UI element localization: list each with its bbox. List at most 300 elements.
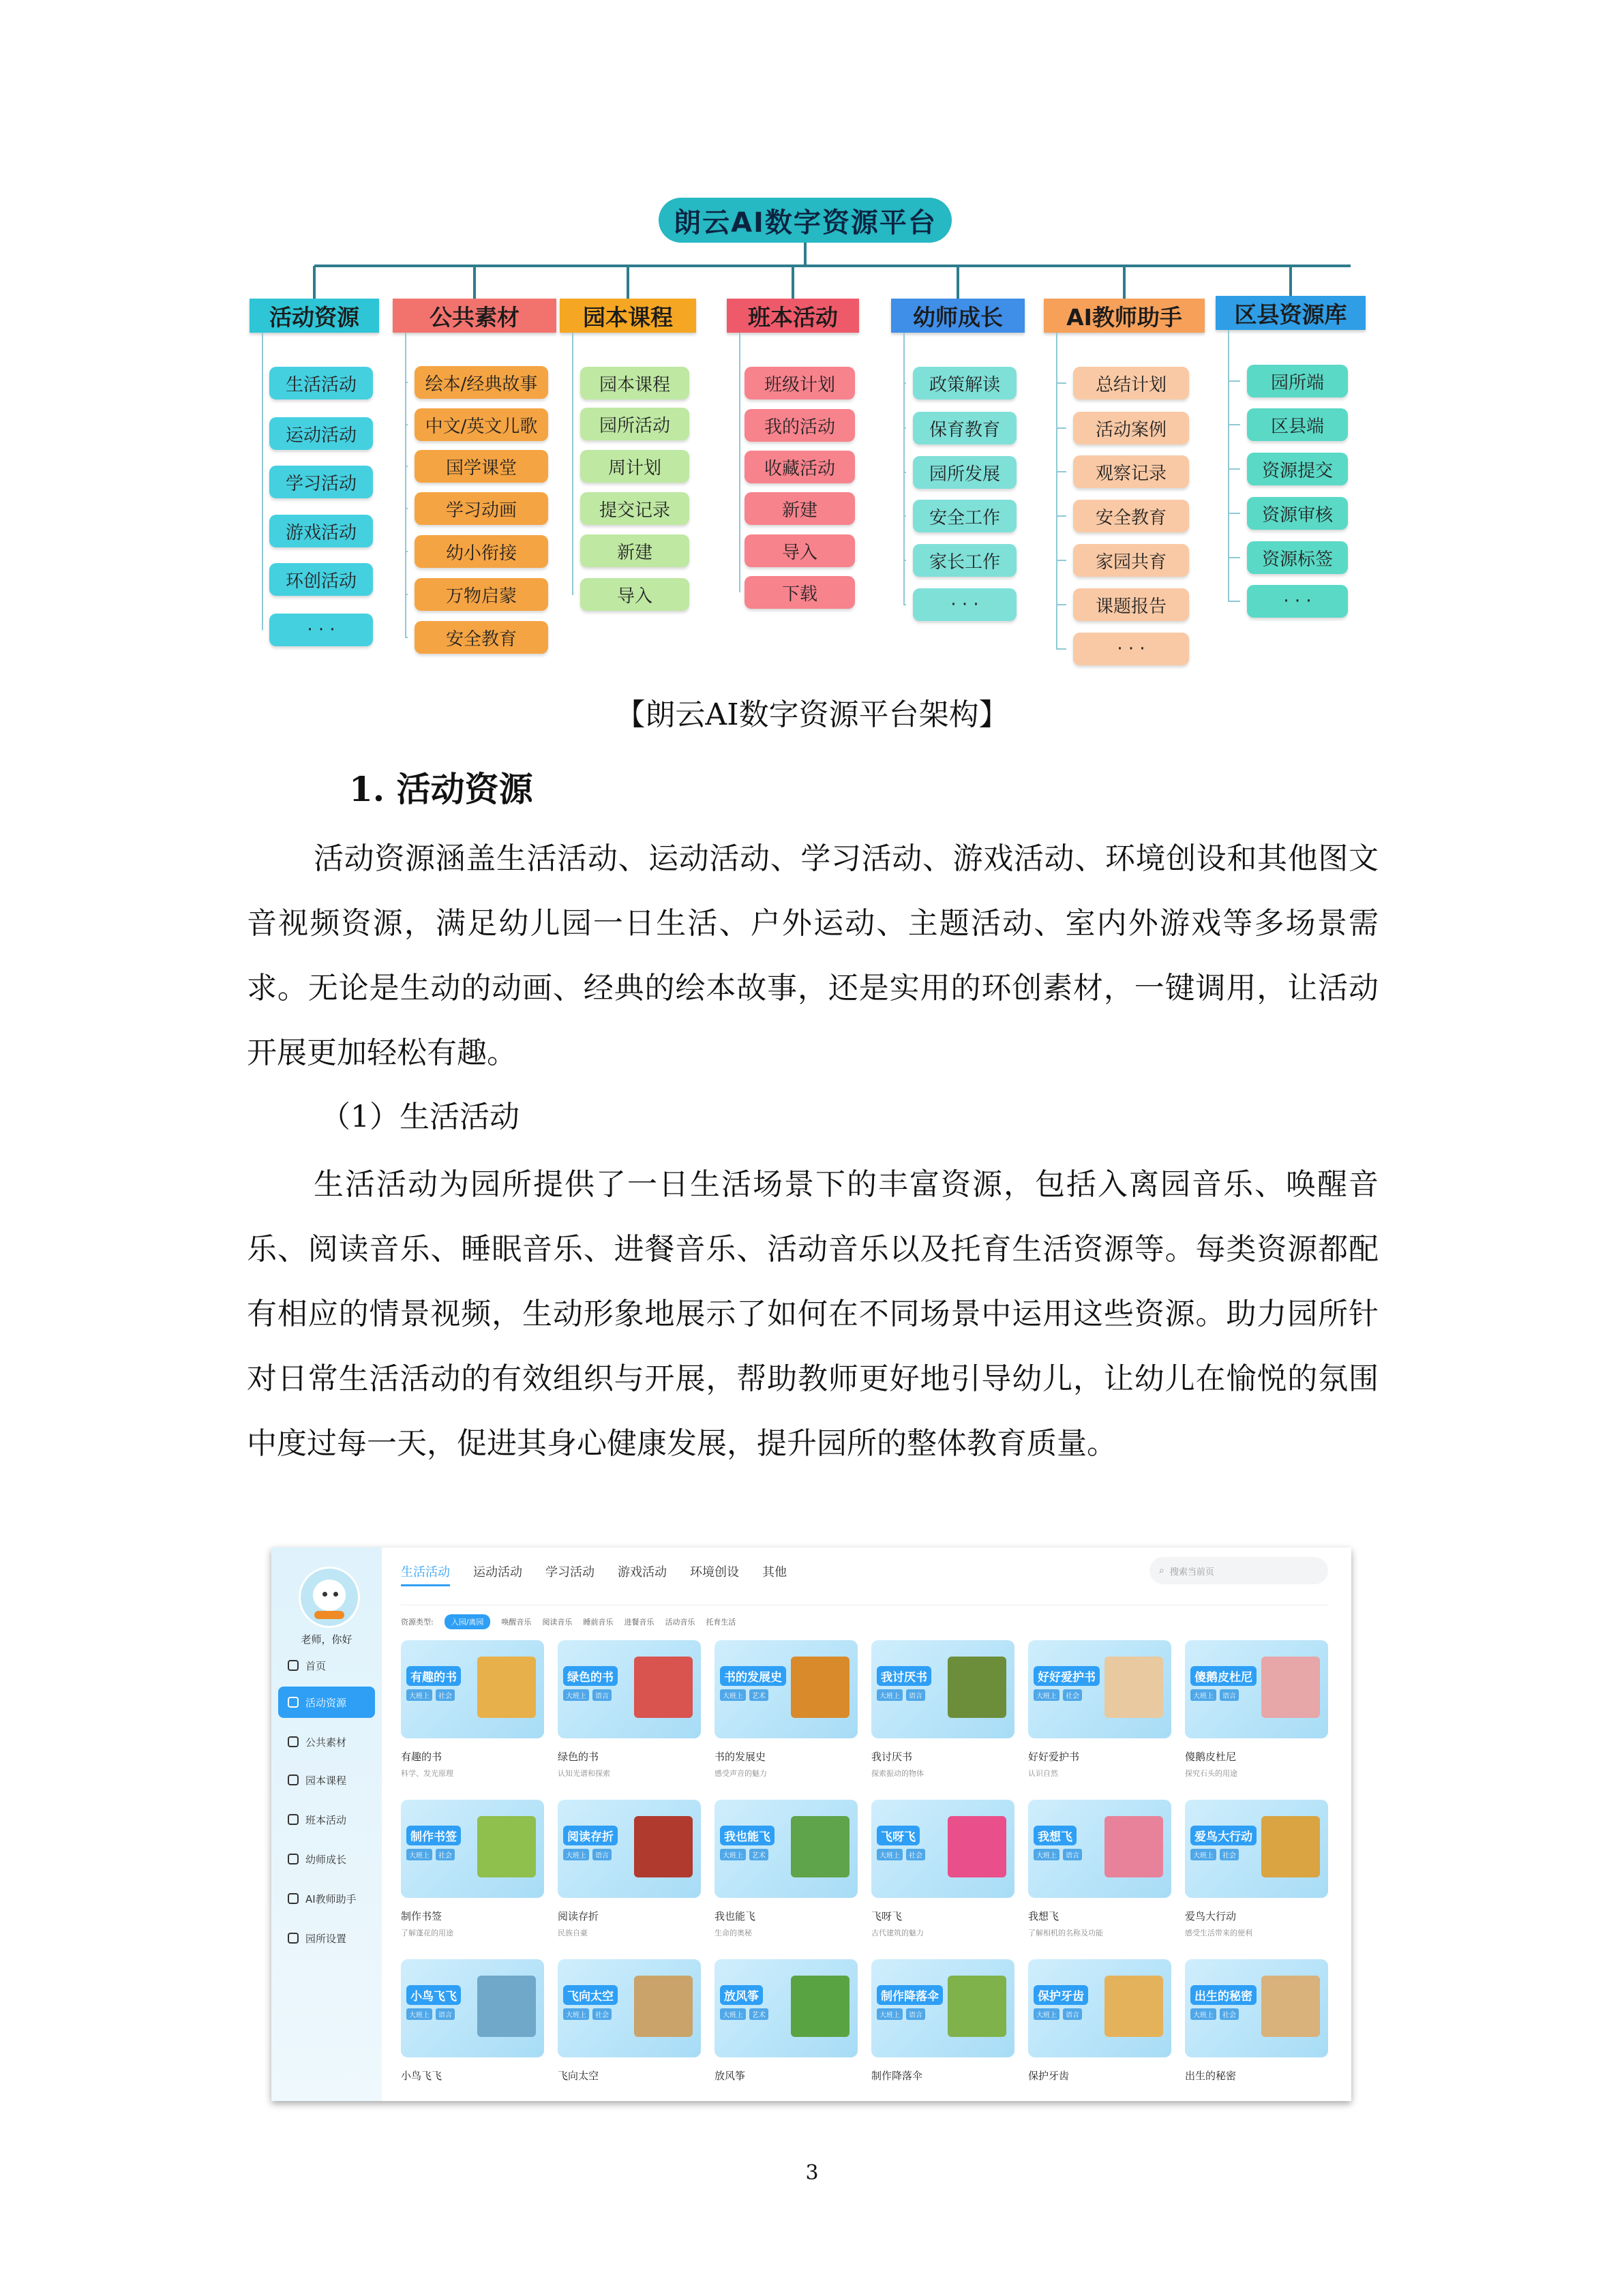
nav-icon <box>288 1933 299 1944</box>
diagram-child-node: 资源标签 <box>1247 541 1348 574</box>
diagram-child-node: 我的活动 <box>745 409 855 442</box>
nav-label: 首页 <box>305 1659 327 1672</box>
card-tag: 大班上 <box>720 1849 746 1860</box>
card-thumbnail <box>1028 1959 1171 2057</box>
card-tag: 大班上 <box>1190 1849 1216 1860</box>
diagram-child-node: 区县端 <box>1247 408 1348 441</box>
nav-icon <box>288 1774 299 1785</box>
search-input[interactable] <box>1149 1557 1328 1584</box>
diagram-column-head: 班本活动 <box>727 299 859 333</box>
card-title: 制作降落伞 <box>871 2070 923 2082</box>
card-tag: 语言 <box>1063 1849 1082 1860</box>
diagram-branch-tick <box>903 382 906 384</box>
nav-label: 班本活动 <box>305 1813 347 1826</box>
card-tags <box>1190 1849 1239 1860</box>
card-thumbnail <box>558 1800 701 1898</box>
category-tab[interactable]: 生活活动 <box>401 1562 450 1586</box>
card-title: 放风筝 <box>715 2070 746 2082</box>
card-thumb-title: 出生的秘密 <box>1190 1985 1257 2005</box>
card-thumb-title: 绿色的书 <box>563 1666 618 1686</box>
section-title: 1. 活动资源 <box>349 769 533 809</box>
diagram-branch-tick <box>572 550 573 552</box>
card-title: 有趣的书 <box>401 1751 442 1763</box>
resource-card[interactable] <box>401 1959 544 2087</box>
card-tag: 社会 <box>592 2008 612 2020</box>
card-title: 小鸟飞飞 <box>401 2070 442 2082</box>
card-description: 科学、发光原理 <box>401 1769 453 1778</box>
diagram-child-node: · · · <box>913 588 1017 621</box>
card-tag: 艺术 <box>749 1849 768 1860</box>
card-tag: 大班上 <box>1190 1689 1216 1701</box>
card-thumbnail <box>1185 1640 1328 1738</box>
card-tag: 大班上 <box>1190 2008 1216 2020</box>
diagram-branch-tick <box>903 427 906 429</box>
card-description: 感受生活带来的便利 <box>1185 1929 1252 1937</box>
card-title: 飞向太空 <box>558 2070 599 2082</box>
resource-card[interactable] <box>871 1640 1014 1779</box>
filter-label: 资源类型: <box>401 1618 434 1627</box>
diagram-child-node: 政策解读 <box>913 367 1017 399</box>
diagram-column-head: AI教师助手 <box>1044 299 1205 333</box>
card-thumbnail <box>1028 1800 1171 1898</box>
card-thumbnail <box>558 1959 701 2057</box>
paragraph-1: 活动资源涵盖生活活动、运动活动、学习活动、游戏活动、环境创设和其他图文音视频资源，满足幼儿园一日生活、户外运动、主题活动、室内外游戏等多场景需求。无论是生动的动画、经典的绘本故事，还是实用的环创素材，一键调用，让活动开展更加轻松有趣。 <box>247 841 1379 1070</box>
card-title: 飞呀飞 <box>871 1910 903 1922</box>
diagram-branch-tick <box>903 560 906 561</box>
card-thumbnail <box>558 1640 701 1738</box>
card-thumb-title: 爱鸟大行动 <box>1190 1826 1257 1845</box>
nav-label: AI教师助手 <box>305 1892 357 1905</box>
diagram-column-stem <box>473 266 476 299</box>
card-tags <box>720 1849 768 1860</box>
diagram-column-head: 公共素材 <box>393 299 556 333</box>
diagram-child-node: · · · <box>1073 633 1189 665</box>
resource-card[interactable] <box>715 1640 858 1779</box>
diagram-branch-tick <box>1228 557 1240 558</box>
diagram-column-head: 活动资源 <box>250 299 379 333</box>
diagram-child-node: 资源提交 <box>1247 453 1348 485</box>
resource-card[interactable] <box>715 1959 858 2087</box>
card-title: 保护牙齿 <box>1028 2070 1070 2082</box>
diagram-branch-tick <box>903 515 906 517</box>
card-tags <box>406 1689 455 1701</box>
sidebar-nav-item[interactable] <box>278 1883 375 1914</box>
diagram-branch-tick <box>405 466 408 467</box>
card-photo <box>634 1816 693 1877</box>
card-title: 好好爱护书 <box>1028 1751 1080 1763</box>
card-tag: 语言 <box>1220 1689 1239 1701</box>
card-tags <box>877 1849 925 1860</box>
diagram-child-node: · · · <box>1247 585 1348 618</box>
diagram-column-stem <box>792 266 794 299</box>
card-photo <box>1261 1816 1320 1877</box>
diagram-branch-tick <box>1228 468 1240 470</box>
card-thumb-title: 我讨厌书 <box>877 1666 931 1686</box>
resource-card[interactable] <box>401 1800 544 1938</box>
sidebar-nav-item[interactable] <box>278 1687 375 1718</box>
diagram-child-node: 活动案例 <box>1073 412 1189 444</box>
card-description: 了解蓬花的用途 <box>401 1929 453 1937</box>
platform-architecture-diagram <box>0 0 1624 682</box>
card-title: 出生的秘密 <box>1185 2070 1237 2082</box>
card-thumb-title: 好好爱护书 <box>1034 1666 1100 1686</box>
card-description: 感受声音的魅力 <box>715 1769 767 1778</box>
card-photo <box>1104 1816 1163 1877</box>
card-title: 我也能飞 <box>715 1910 756 1922</box>
sidebar-nav-item[interactable] <box>278 1726 375 1757</box>
card-title: 傻鹅皮杜尼 <box>1185 1751 1237 1763</box>
diagram-child-node: 下载 <box>745 576 855 609</box>
card-title: 绿色的书 <box>558 1751 599 1763</box>
diagram-root-stem <box>804 243 807 266</box>
card-thumb-title: 傻鹅皮杜尼 <box>1190 1666 1257 1686</box>
card-tag: 社会 <box>436 1849 455 1860</box>
diagram-connector-bar <box>314 265 1351 267</box>
diagram-child-node: 中文/英文儿歌 <box>415 408 548 441</box>
card-thumb-title: 书的发展史 <box>720 1666 786 1686</box>
sidebar-nav-item[interactable] <box>278 1764 375 1796</box>
diagram-child-node: 园本课程 <box>580 367 689 399</box>
card-tag: 大班上 <box>1034 1849 1059 1860</box>
diagram-branch-tick <box>1228 513 1240 514</box>
card-tag: 大班上 <box>877 1849 903 1860</box>
card-tag: 艺术 <box>749 1689 768 1701</box>
resource-card[interactable] <box>1185 1800 1328 1938</box>
diagram-branch-tick <box>405 637 408 638</box>
card-thumbnail <box>871 1800 1014 1898</box>
diagram-branch-tick <box>903 472 906 473</box>
diagram-child-node: 新建 <box>745 492 855 525</box>
card-title: 我想飞 <box>1028 1910 1059 1922</box>
card-tags <box>877 1689 925 1701</box>
card-tag: 社会 <box>906 1849 925 1860</box>
card-tag: 大班上 <box>406 1689 432 1701</box>
nav-label: 园本课程 <box>305 1774 347 1787</box>
paragraph-2: 生活活动为园所提供了一日生活场景下的丰富资源，包括入离园音乐、唤醒音乐、阅读音乐、睡眠音乐、进餐音乐、活动音乐以及托育生活资源等。每类资源都配有相应的情景视频，生动形象地展示了如何在不同场景中运用这些资源。助力园所针对日常生活活动的有效组织与开展，帮助教师更好地引导幼儿，让幼儿在愉悦的氛围中度过每一天，促进其身心健康发展，提升园所的整体教育质量。 <box>247 1167 1379 1461</box>
diagram-child-node: 周计划 <box>580 450 689 483</box>
card-tag: 大班上 <box>406 1849 432 1860</box>
diagram-branch-tick <box>1056 648 1066 650</box>
filter-chip[interactable]: 唤醒音乐 <box>501 1618 532 1627</box>
card-tags <box>877 2008 925 2020</box>
card-description: 古代建筑的魅力 <box>871 1929 924 1937</box>
card-thumb-title: 我也能飞 <box>720 1826 775 1845</box>
card-thumbnail <box>715 1800 858 1898</box>
category-tabs <box>401 1562 787 1586</box>
diagram-child-node: 绘本/经典故事 <box>415 366 548 399</box>
diagram-child-node: 总结计划 <box>1073 367 1189 399</box>
resource-filters <box>401 1614 736 1629</box>
card-photo <box>477 1976 536 2037</box>
card-tag: 语言 <box>906 2008 925 2020</box>
resource-card[interactable] <box>1185 1640 1328 1779</box>
card-tags <box>563 1849 612 1860</box>
diagram-branch-tick <box>1056 382 1066 384</box>
diagram-branch-tick <box>572 466 573 467</box>
diagram-branch-tick <box>405 594 408 595</box>
diagram-branch-tick <box>572 594 573 595</box>
diagram-child-node: 学习活动 <box>269 466 373 498</box>
diagram-branch-tick <box>405 424 408 425</box>
diagram-branch-tick <box>1228 380 1240 382</box>
card-tags <box>1034 1689 1082 1701</box>
diagram-column-stem <box>313 266 316 299</box>
diagram-column-stem <box>1123 266 1126 299</box>
card-thumb-title: 飞向太空 <box>563 1985 618 2005</box>
card-photo <box>1104 1976 1163 2037</box>
sidebar-nav-item[interactable] <box>278 1650 375 1681</box>
diagram-branch-tick <box>1056 560 1066 561</box>
nav-icon <box>288 1660 299 1671</box>
diagram-branch-tick <box>1056 604 1066 605</box>
diagram-branch-tick <box>1056 515 1066 517</box>
diagram-child-node: 资源审核 <box>1247 497 1348 530</box>
diagram-branch-tick <box>1228 601 1240 602</box>
diagram-child-node: 园所发展 <box>913 456 1017 489</box>
card-thumbnail <box>1185 1959 1328 2057</box>
diagram-child-node: 园所活动 <box>580 408 689 440</box>
card-tag: 大班上 <box>877 1689 903 1701</box>
card-photo <box>634 1657 693 1718</box>
sidebar-nav-item[interactable] <box>278 1804 375 1835</box>
card-tag: 语言 <box>906 1689 925 1701</box>
resource-card[interactable] <box>715 1800 858 1938</box>
diagram-child-node: 生活活动 <box>269 367 373 399</box>
filter-chip[interactable]: 阅读音乐 <box>542 1618 573 1627</box>
diagram-branch-tick <box>405 508 408 509</box>
card-description: 民族自豪 <box>558 1929 588 1937</box>
app-screenshot <box>271 1547 1351 2101</box>
card-tag: 语言 <box>592 1849 612 1860</box>
subsection-title: （1）生活活动 <box>320 1100 520 1134</box>
diagram-branch-line <box>903 333 905 605</box>
card-thumbnail <box>401 1640 544 1738</box>
diagram-root-node: 朗云AI数字资源平台 <box>659 198 952 243</box>
card-thumbnail <box>871 1640 1014 1738</box>
card-thumb-title: 阅读存折 <box>563 1826 618 1845</box>
diagram-child-node: 学习动画 <box>415 492 548 525</box>
resource-card[interactable] <box>1028 1640 1171 1779</box>
card-tags <box>563 1689 612 1701</box>
card-description: 认识自然 <box>1028 1769 1058 1778</box>
diagram-column-head: 区县资源库 <box>1216 296 1366 330</box>
diagram-column-head: 幼师成长 <box>891 299 1025 333</box>
filter-chip[interactable]: 活动音乐 <box>665 1618 695 1627</box>
diagram-branch-tick <box>572 423 573 425</box>
card-tag: 大班上 <box>563 2008 589 2020</box>
card-tag: 社会 <box>1063 1689 1082 1701</box>
sidebar-nav-item[interactable] <box>278 1843 375 1875</box>
resource-card[interactable] <box>871 1959 1014 2087</box>
card-thumb-title: 保护牙齿 <box>1034 1985 1088 2005</box>
diagram-child-node: 环创活动 <box>269 563 373 596</box>
card-photo <box>477 1816 536 1877</box>
diagram-child-node: 家园共育 <box>1073 544 1189 577</box>
card-title: 我讨厌书 <box>871 1751 913 1763</box>
card-photo <box>791 1657 849 1718</box>
filter-chip[interactable]: 进餐音乐 <box>624 1618 655 1627</box>
diagram-branch-tick <box>572 382 573 384</box>
card-tag: 艺术 <box>749 2008 768 2020</box>
diagram-column-stem <box>957 266 959 299</box>
diagram-child-node: 提交记录 <box>580 492 689 525</box>
nav-icon <box>288 1736 299 1747</box>
nav-label: 幼师成长 <box>305 1853 347 1866</box>
card-photo <box>477 1657 536 1718</box>
nav-label: 活动资源 <box>305 1696 347 1709</box>
card-tag: 社会 <box>1220 1849 1239 1860</box>
diagram-child-node: 保育教育 <box>913 412 1017 444</box>
diagram-branch-line <box>1228 330 1229 601</box>
card-tag: 语言 <box>1063 2008 1082 2020</box>
card-tag: 社会 <box>1220 2008 1239 2020</box>
card-thumbnail <box>401 1800 544 1898</box>
card-tags <box>1034 2008 1082 2020</box>
resource-card[interactable] <box>401 1640 544 1779</box>
resource-card[interactable] <box>558 1640 701 1779</box>
diagram-column-stem <box>627 266 629 299</box>
card-thumbnail <box>1185 1800 1328 1898</box>
card-tags <box>1190 2008 1239 2020</box>
card-thumb-title: 有趣的书 <box>406 1666 461 1686</box>
diagram-child-node: 观察记录 <box>1073 455 1189 488</box>
card-thumbnail <box>871 1959 1014 2057</box>
diagram-child-node: 安全教育 <box>415 621 548 654</box>
card-photo <box>948 1976 1006 2037</box>
card-thumb-title: 小鸟飞飞 <box>406 1985 461 2005</box>
nav-label: 园所设置 <box>305 1932 347 1945</box>
category-tab[interactable]: 学习活动 <box>545 1565 595 1580</box>
diagram-child-node: 收藏活动 <box>745 451 855 483</box>
resource-card[interactable] <box>558 1800 701 1938</box>
card-description: 探索振动的物体 <box>871 1769 924 1778</box>
category-tab[interactable]: 运动活动 <box>473 1565 522 1580</box>
card-thumb-title: 制作书签 <box>406 1826 461 1845</box>
card-thumb-title: 我想飞 <box>1034 1826 1077 1845</box>
card-thumbnail <box>715 1959 858 2057</box>
resource-card[interactable] <box>871 1800 1014 1938</box>
diagram-child-node: 导入 <box>745 534 855 567</box>
category-tab[interactable]: 其他 <box>762 1565 787 1580</box>
card-photo <box>791 1976 849 2037</box>
card-description: 了解相机的名称及功能 <box>1028 1929 1103 1937</box>
card-photo <box>1104 1657 1163 1718</box>
filter-chip[interactable]: 睡前音乐 <box>583 1618 614 1627</box>
diagram-branch-line <box>572 333 573 594</box>
diagram-branch-tick <box>1056 471 1066 472</box>
card-description: 生命的奥秘 <box>715 1929 752 1937</box>
card-tag: 大班上 <box>720 2008 746 2020</box>
diagram-branch-line <box>739 333 740 592</box>
card-photo <box>1261 1657 1320 1718</box>
card-photo <box>948 1657 1006 1718</box>
card-title: 书的发展史 <box>715 1751 766 1763</box>
diagram-child-node: 万物启蒙 <box>415 578 548 611</box>
card-tags <box>720 2008 768 2020</box>
card-tags <box>406 2008 455 2020</box>
card-tags <box>1034 1849 1082 1860</box>
card-thumbnail <box>401 1959 544 2057</box>
card-title: 阅读存折 <box>558 1910 599 1922</box>
resource-card[interactable] <box>1185 1959 1328 2087</box>
nav-icon <box>288 1893 299 1904</box>
search-placeholder: 搜索当前页 <box>1169 1567 1214 1577</box>
greeting: 老师，你好 <box>301 1633 352 1646</box>
card-description: 探究石头的用途 <box>1185 1769 1237 1778</box>
card-photo <box>948 1816 1006 1877</box>
card-description: 认知光谱和探索 <box>558 1769 610 1778</box>
card-thumb-title: 放风筝 <box>720 1985 763 2005</box>
diagram-child-node: 园所端 <box>1247 365 1348 397</box>
diagram-column-stem <box>1289 266 1292 296</box>
diagram-child-node: · · · <box>269 614 373 646</box>
card-tags <box>1190 1689 1239 1701</box>
category-tab[interactable]: 游戏活动 <box>618 1565 667 1580</box>
resource-card[interactable] <box>558 1959 701 2087</box>
page-number: 3 <box>805 2161 819 2185</box>
diagram-branch-line <box>405 333 406 637</box>
diagram-child-node: 课题报告 <box>1073 588 1189 621</box>
diagram-branch-line <box>1056 333 1057 649</box>
card-title: 制作书签 <box>401 1910 442 1922</box>
diagram-branch-tick <box>1056 427 1066 429</box>
avatar[interactable] <box>299 1567 360 1628</box>
diagram-child-node: 安全教育 <box>1073 500 1189 532</box>
diagram-branch-tick <box>405 382 408 383</box>
card-tag: 大班上 <box>563 1689 589 1701</box>
nav-label: 公共素材 <box>305 1736 347 1749</box>
card-thumbnail <box>715 1640 858 1738</box>
card-tag: 语言 <box>436 2008 455 2020</box>
diagram-column-head: 园本课程 <box>560 299 696 333</box>
diagram-child-node: 国学课堂 <box>415 450 548 483</box>
search-icon: ⌕ <box>1159 1565 1164 1576</box>
card-thumb-title: 制作降落伞 <box>877 1985 943 2005</box>
diagram-child-node: 家长工作 <box>913 544 1017 577</box>
card-tags <box>563 2008 612 2020</box>
card-tags <box>720 1689 768 1701</box>
sidebar-nav-item[interactable] <box>278 1922 375 1954</box>
card-thumb-title: 飞呀飞 <box>877 1826 920 1845</box>
resource-card[interactable] <box>1028 1800 1171 1938</box>
filter-chip[interactable]: 入园/离园 <box>445 1614 491 1629</box>
card-tag: 大班上 <box>406 2008 432 2020</box>
diagram-child-node: 新建 <box>580 534 689 567</box>
diagram-branch-tick <box>903 604 906 605</box>
sidebar <box>271 1547 382 2101</box>
card-photo <box>1261 1976 1320 2037</box>
card-tags <box>406 1849 455 1860</box>
nav-icon <box>288 1854 299 1864</box>
card-tag: 大班上 <box>720 1689 746 1701</box>
category-tab[interactable]: 环境创设 <box>690 1565 739 1580</box>
filter-chip[interactable]: 托育生活 <box>706 1618 736 1627</box>
diagram-child-node: 运动活动 <box>269 417 373 450</box>
card-tag: 大班上 <box>563 1849 589 1860</box>
diagram-branch-tick <box>405 551 408 552</box>
resource-card[interactable] <box>1028 1959 1171 2087</box>
nav-icon <box>288 1697 299 1708</box>
card-tag: 大班上 <box>1034 2008 1059 2020</box>
diagram-child-node: 导入 <box>580 578 689 611</box>
diagram-child-node: 安全工作 <box>913 500 1017 532</box>
card-thumbnail <box>1028 1640 1171 1738</box>
card-tag: 大班上 <box>877 2008 903 2020</box>
card-tag: 社会 <box>436 1689 455 1701</box>
card-title: 爱鸟大行动 <box>1185 1910 1237 1922</box>
card-tag: 大班上 <box>1034 1689 1059 1701</box>
diagram-branch-tick <box>1228 424 1240 425</box>
